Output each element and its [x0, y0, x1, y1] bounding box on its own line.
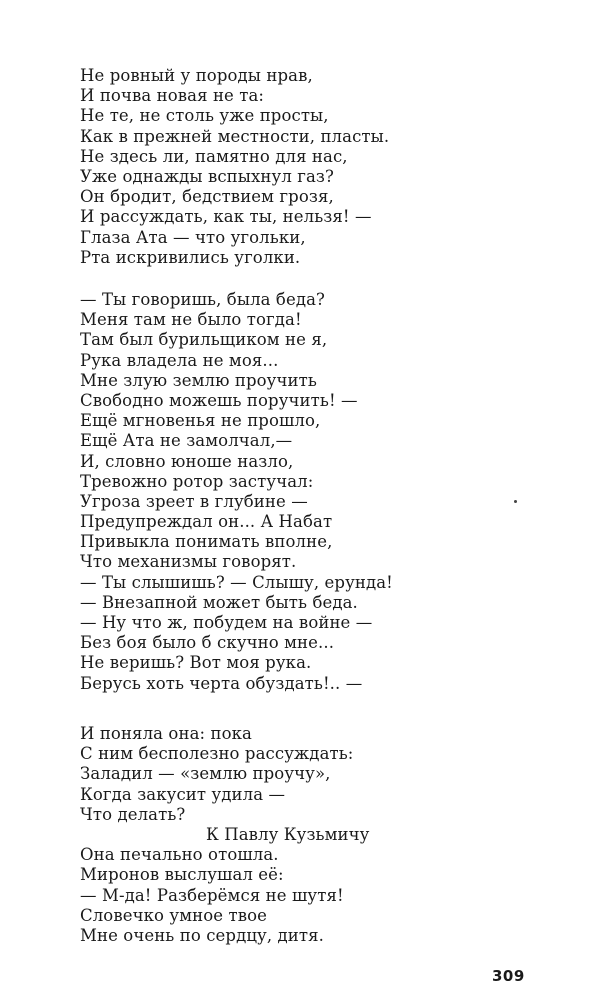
verse-line: Словечко умное твое	[80, 905, 267, 925]
verse-line: Угроза зреет в глубине —	[80, 491, 308, 511]
verse-line: Свободно можешь поручить! —	[80, 390, 358, 410]
verse-line: И поняла она: пока	[80, 724, 252, 743]
verse-line: Что делать?	[80, 804, 186, 824]
verse-line: — Ты слышишь? — Слышу, ерунда!	[80, 572, 393, 592]
verse-line: — Внезапной может быть беда.	[80, 592, 358, 612]
verse-line: Мне злую землю проучить	[80, 370, 317, 390]
verse-line: Не здесь ли, памятно для нас,	[80, 146, 348, 166]
verse-line: Ещё Ата не замолчал,—	[80, 431, 293, 451]
verse-line: Не ровный у породы нрав,	[80, 66, 313, 85]
margin-dot	[514, 500, 517, 503]
verse-line: Рука владела не моя...	[80, 350, 279, 370]
stanza-2	[80, 290, 540, 694]
stanza-3	[80, 724, 540, 946]
verse-line: Не веришь? Вот моя рука.	[80, 653, 312, 673]
verse-line: Без боя было б скучно мне...	[80, 633, 335, 653]
verse-line: Не те, не столь уже просты,	[80, 106, 329, 126]
verse-line: Миронов выслушал её:	[80, 865, 284, 885]
verse-line: С ним бесполезно рассуждать:	[80, 744, 354, 764]
verse-line: — М-да! Разберёмся не шутя!	[80, 885, 344, 905]
verse-line: Она печально отошла.	[80, 845, 279, 865]
verse-line: Что механизмы говорят.	[80, 552, 297, 572]
verse-line: Глаза Ата — что угольки,	[80, 227, 306, 247]
verse-line: Как в прежней местности, пласты.	[80, 126, 390, 146]
verse-line: — Ты говоришь, была беда?	[80, 290, 325, 309]
verse-line: Он бродит, бедствием грозя,	[80, 187, 334, 207]
page-number: 309	[492, 967, 525, 985]
verse-line: Заладил — «землю проучу»,	[80, 764, 331, 784]
verse-line: Когда закусит удила —	[80, 784, 286, 804]
verse-line: Уже однажды вспыхнул газ?	[80, 166, 334, 186]
verse-line: И рассуждать, как ты, нельзя! —	[80, 207, 372, 227]
verse-line: Там был бурильщиком не я,	[80, 330, 328, 350]
verse-line: Мне очень по сердцу, дитя.	[80, 925, 324, 945]
verse-line: И, словно юноше назло,	[80, 451, 294, 471]
verse-line: Берусь хоть черта обуздать!.. —	[80, 673, 363, 693]
verse-line: Предупреждал он... А Набат	[80, 512, 333, 532]
verse-line: — Ну что ж, побудем на войне —	[80, 613, 373, 632]
verse-line-indented: К Павлу Кузьмичу	[206, 824, 370, 844]
verse-line: Привыкла понимать вполне,	[80, 532, 333, 552]
verse-line: Тревожно ротор застучал:	[80, 471, 314, 491]
verse-line: И почва новая не та:	[80, 86, 265, 106]
verse-line: Меня там не было тогда!	[80, 310, 302, 330]
verse-line: Рта искривились уголки.	[80, 247, 301, 267]
verse-line: Ещё мгновенья не прошло,	[80, 411, 321, 431]
stanza-1	[80, 66, 540, 268]
